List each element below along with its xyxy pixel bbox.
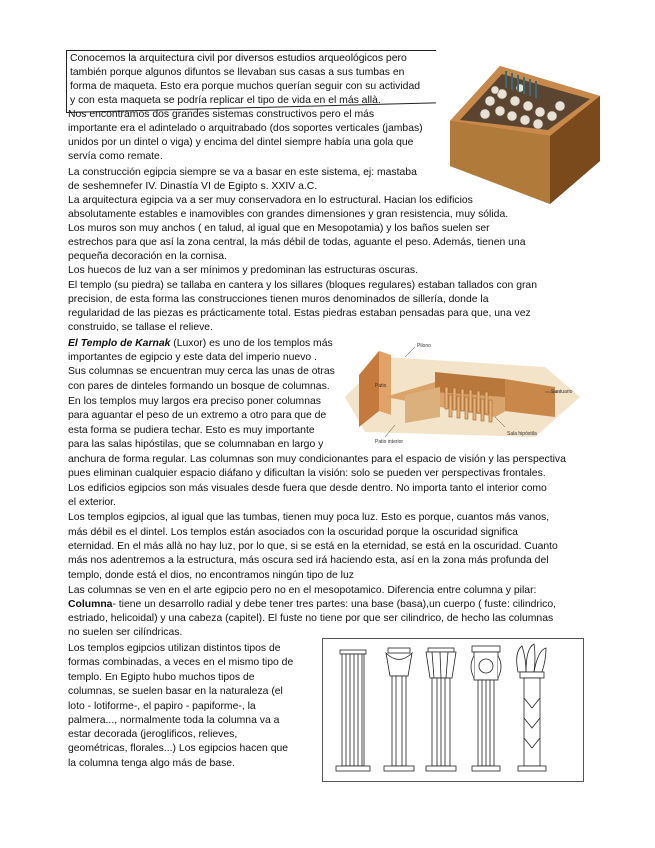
text-line: templo. En Egipto hubo muchos tipos de	[68, 672, 255, 683]
text-line: loto - lotiforme-, el papiro - papiforme-, la	[68, 701, 256, 712]
temple-label: Sala hipóstila	[507, 431, 537, 437]
text-line: templo, donde está el dios, no encontramos ningún tipo de luz	[68, 570, 354, 581]
columna-first-line: - tiene un desarrollo radial y debe tener tres partes: una base (basa),un cuerpo ( fuste: cilindrico,	[112, 599, 557, 610]
text-line: eternidad. En el más allà no hay luz, por lo que, si se está en la eternidad, se está en la oscuridad. Cuanto	[68, 541, 558, 552]
text-line: La construcción egipcia siempre se va a basar en este sistema, ej: mastaba	[68, 167, 417, 178]
text-line: Conocemos la arquitectura civil por diversos estudios arqueológicos pero	[70, 53, 407, 64]
tomb-model-figure	[440, 46, 610, 206]
text-line: más débil es el dintel. Los templos están asociados con la oscuridad porque la oscuridad significa	[68, 527, 518, 538]
text-line: también porque algunos difuntos se llevaban sus casas a sus tumbas en	[70, 67, 405, 78]
text-line: el exterior.	[68, 497, 116, 508]
text-line: la columna tenga algo más de base.	[68, 758, 235, 769]
text-line	[68, 598, 556, 613]
text-line: palmera..., normalmente toda la columna va a	[68, 715, 280, 726]
temple-illustration	[345, 337, 585, 449]
text-line: regularidad de las piezas es prácticamente total. Estas piedras estaban pensadas para que, una vez	[68, 308, 531, 319]
text-line: columnas, se suelen basar en la naturaleza (el	[68, 686, 283, 697]
text-line: construido, se tallase el relieve.	[68, 322, 213, 333]
text-line: para aguantar el peso de un extremo a otro para que de	[68, 410, 327, 421]
text-line: para las salas hipóstilas, que se columnaban en largo y	[68, 439, 324, 450]
text-line: forma de maqueta. Esto era porque muchos querían seguir con su actividad	[70, 81, 421, 92]
text-line: anchura de forma regular. Las columnas son muy condicionantes para el espacio de visión y las perspectiva	[68, 454, 566, 465]
top-rule	[66, 50, 436, 51]
karnak-title: El Templo de Karnak	[68, 338, 171, 349]
text-line: Los templos egipcios, al igual que las tumbas, tienen muy poca luz. Esto es porque, cuantos más vanos,	[68, 512, 550, 523]
text-line: pues eliminan cualquier espacio diáfano y dificultan la visión: solo se pueden ver perspectivas frontales.	[68, 468, 546, 479]
text-line: formas combinadas, a veces en el mismo tipo de	[68, 657, 294, 668]
text-line: La arquitectura egipcia va a ser muy conservadora en lo estructural. Hacian los edificios	[68, 195, 473, 206]
text-line: pequeña decoración en la cornisa.	[68, 251, 227, 262]
text-line: importantes de egipcio y este data del imperio nuevo .	[68, 352, 317, 363]
left-rule	[66, 50, 67, 112]
text-line: no suelen ser cilíndricas.	[68, 627, 183, 638]
text-line	[68, 337, 333, 352]
text-line: En los templos muy largos era preciso poner columnas	[68, 396, 321, 407]
temple-label: Patio interior	[375, 439, 404, 445]
text-line: estrechos para que así la zona central, la más débil de todas, aguante el peso. Además, tienen una	[68, 237, 526, 248]
text-line: Las columnas se ven en el arte egipcio pero no en el mesopotamico. Diferencia entre columna y pilar:	[68, 585, 537, 596]
text-line: Nos encontramos dos grandes sistemas constructivos pero el más	[68, 109, 375, 120]
temple-label: Pilono	[417, 343, 431, 349]
text-line: estriado, helicoidal) y una cabeza (capitel). El fuste no tiene por que ser cilindrico, de hecho las columnas	[68, 613, 554, 624]
text-line: Los muros son muy anchos ( en talud, al igual que en Mesopotamia) y los baños suelen ser	[68, 223, 490, 234]
text-line: Los edificios egipcios son más visuales desde fuera que desde dentro. No importa tanto el interior como	[68, 483, 547, 494]
karnak-first-line: (Luxor) es uno de los templos más	[170, 338, 333, 349]
text-line: servía como remate.	[68, 151, 163, 162]
text-line: Los templos egipcios utilizan distintos tipos de	[68, 643, 281, 654]
temple-label: Patio	[375, 383, 387, 389]
text-line: y con esta maqueta se podría replicar el tipo de vida en el más allà.	[70, 95, 381, 106]
text-line: unidos por un dintel o viga) y encima del dintel siempre había una gola que	[68, 137, 414, 148]
text-line: importante era el adintelado o arquitrabado (dos soportes verticales (jambas)	[68, 123, 423, 134]
columns-illustration	[322, 638, 584, 782]
text-line: Los huecos de luz van a ser mínimos y predominan las estructuras oscuras.	[68, 265, 418, 276]
text-line: Sus columnas se encuentran muy cerca las unas de otras	[68, 366, 335, 377]
text-line: precision, de esta forma las construcciones tienen muros denominados de sillería, donde la	[68, 294, 489, 305]
text-line: de seshemnefer IV. Dinastía VI de Egipto s. XXIV a.C.	[68, 181, 318, 192]
text-line: más nos adentremos a la estructura, más oscura sed irá haciendo esta, así en la zona más profunda del	[68, 555, 549, 566]
temple-label: Santuario	[551, 389, 573, 395]
columna-term: Columna	[68, 599, 113, 610]
text-line: absolutamente estables e inamovibles con grandes dimensiones y gran resistencia, muy sólida.	[68, 209, 509, 220]
text-line: estar decorada (jeroglificos, relieves,	[68, 729, 238, 740]
text-line: geométricas, florales...) Los egipcios hacen que	[68, 743, 289, 754]
text-line: con pares de dinteles formando un bosque de columnas.	[68, 381, 330, 392]
text-line: esta forma se pudiera techar. Esto es muy importante	[68, 425, 315, 436]
text-line: El templo (su piedra) se tallaba en cantera y los sillares (bloques regulares) estaban tallados con gran	[68, 280, 537, 291]
